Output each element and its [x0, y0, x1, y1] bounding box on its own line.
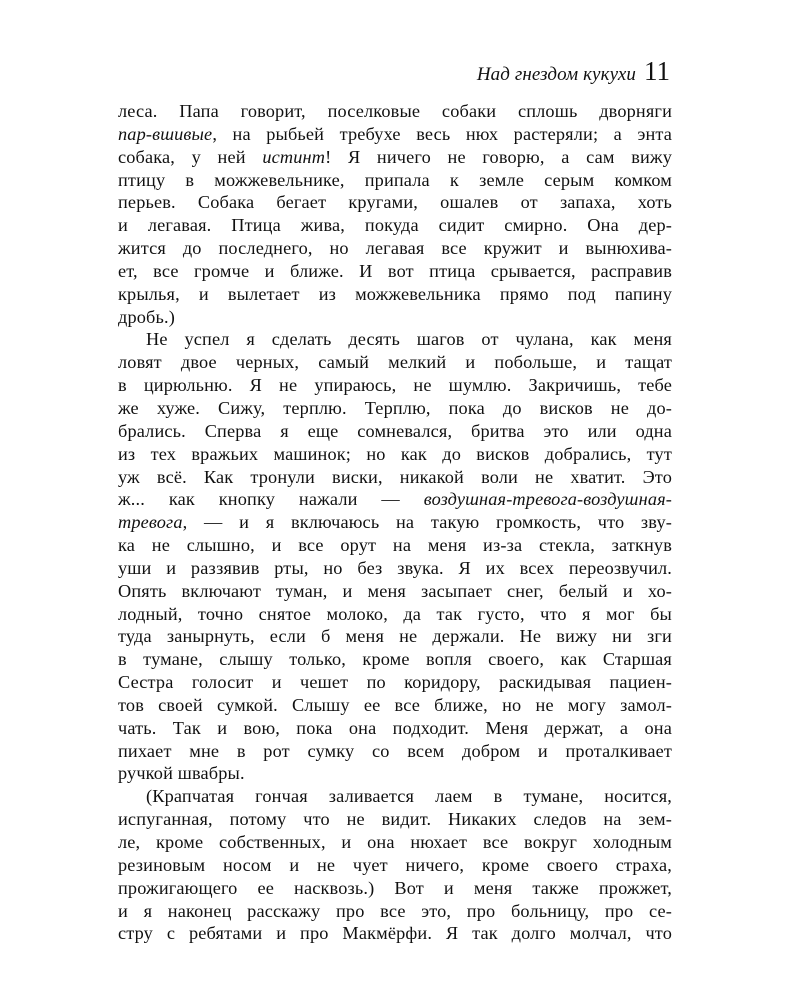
text-segment: же хуже. Сижу, терплю. Терплю, пока до висков не до- [118, 397, 672, 418]
text-line [118, 260, 672, 283]
text-line [118, 648, 672, 671]
text-segment: в тумане, слышу только, кроме вопля своего, как Старшая [118, 649, 672, 670]
text-line [118, 831, 672, 854]
text-segment: птицу в можжевельнике, припала к земле серым комком [118, 169, 672, 190]
text-segment: крылья, и вылетает из можжевельника прямо под папину [118, 283, 672, 304]
italic-text-segment: воздушная-тревога-воздушная- [423, 489, 672, 510]
text-segment: прожигающего ее насквозь.) Вот и меня также прожжет, [118, 877, 672, 898]
text-segment: лодный, точно снятое молоко, да так густо, что я мог бы [118, 603, 672, 624]
text-segment: ж... как кнопку нажали — [118, 489, 424, 510]
text-segment: ! Я ничего не говорю, а сам вижу [325, 146, 672, 167]
text-line [118, 237, 672, 260]
text-segment: (Крапчатая гончая заливается лаем в тумане, носится, [146, 786, 672, 807]
text-segment: леса. Папа говорит, поселковые собаки сплошь дворняги [118, 101, 672, 121]
text-line [118, 740, 672, 763]
text-line [118, 534, 672, 557]
text-line [118, 488, 672, 511]
text-line [118, 671, 672, 694]
text-line [118, 900, 672, 923]
text-line [118, 191, 672, 214]
text-line [118, 100, 672, 123]
text-line [118, 283, 672, 306]
text-segment: Не успел я сделать десять шагов от чулана, как меня [146, 329, 672, 350]
text-line [118, 443, 672, 466]
text-segment: туда занырнуть, если б меня не держали. Не вижу ни зги [118, 626, 672, 647]
text-segment: ловят двое черных, самый мелкий и побольше, и тащат [118, 352, 672, 373]
text-segment: брались. Сперва я еще сомневался, бритва это или одна [118, 420, 672, 441]
text-segment: перьев. Собака бегает кругами, ошалев от запаха, хоть [118, 192, 672, 213]
text-line [118, 420, 672, 443]
body-text [118, 100, 672, 945]
running-title: Над гнездом кукухи [476, 64, 636, 85]
text-segment: резиновым носом и не чует ничего, кроме своего страха, [118, 854, 672, 875]
text-line [118, 466, 672, 489]
text-segment: в цирюльню. Я не упираюсь, не шумлю. Закричишь, тебе [118, 375, 672, 396]
text-line [118, 306, 672, 329]
text-segment: , на рыбьей требухе весь нюх растеряли; а энта [212, 123, 672, 144]
text-segment: собака, у ней [118, 146, 263, 167]
text-segment: Опять включают туман, и меня засыпает снег, белый и хо- [118, 580, 672, 601]
text-segment: уж всё. Как тронули виски, никакой воли не хватит. Это [118, 466, 672, 487]
text-segment: Сестра голосит и чешет по коридору, раскидывая пациен- [118, 672, 672, 693]
text-segment: ет, все громче и ближе. И вот птица срывается, расправив [118, 260, 672, 281]
text-line [118, 625, 672, 648]
text-segment: тов своей сумкой. Слышу ее все ближе, но не могу замол- [118, 694, 672, 715]
text-segment: жится до последнего, но легавая все кружит и вынюхива- [118, 238, 672, 259]
text-line [118, 374, 672, 397]
text-line [118, 808, 672, 831]
text-segment: уши и раззявив рты, но без звука. Я их всех переозвучил. [118, 557, 672, 578]
text-segment: стру с ребятами и про Макмёрфи. Я так долго молчал, что [118, 923, 672, 944]
text-segment: и легавая. Птица жива, покуда сидит смирно. Она дер- [118, 215, 672, 236]
text-segment: пихает мне в рот сумку со всем добром и проталкивает [118, 740, 672, 761]
italic-text-segment: тревога [118, 512, 183, 533]
text-line [118, 328, 672, 351]
text-line [118, 511, 672, 534]
text-line [118, 397, 672, 420]
text-line [118, 785, 672, 808]
text-segment: испуганная, потому что не видит. Никаких следов на зем- [118, 809, 672, 830]
text-segment: ка не слышно, и все орут на меня из-за стекла, заткнув [118, 535, 672, 556]
text-line [118, 169, 672, 192]
text-line [118, 922, 672, 945]
text-line [118, 557, 672, 580]
text-segment: дробь.) [118, 306, 175, 327]
text-line [118, 717, 672, 740]
text-line [118, 123, 672, 146]
page-number: 11 [644, 56, 670, 86]
text-line [118, 580, 672, 603]
text-line [118, 877, 672, 900]
text-line [118, 762, 672, 785]
text-line [118, 214, 672, 237]
text-segment: из тех вражьих машинок; но как до висков добрались, тут [118, 443, 672, 464]
text-line [118, 694, 672, 717]
italic-text-segment: истинт [262, 146, 326, 167]
text-segment: , — и я включаюсь на такую громкость, что зву- [182, 512, 672, 533]
text-line [118, 603, 672, 626]
text-segment: ле, кроме собственных, и она нюхает все вокруг холодным [118, 832, 672, 852]
text-segment: чать. Так и вою, пока она подходит. Меня держат, а она [118, 717, 672, 738]
text-line [118, 351, 672, 374]
text-segment: ручкой швабры. [118, 763, 245, 784]
text-line [118, 854, 672, 877]
text-line [118, 146, 672, 169]
running-head [477, 58, 670, 86]
italic-text-segment: пар-вшивые [118, 123, 213, 144]
text-segment: и я наконец расскажу про все это, про больницу, про се- [118, 900, 672, 921]
